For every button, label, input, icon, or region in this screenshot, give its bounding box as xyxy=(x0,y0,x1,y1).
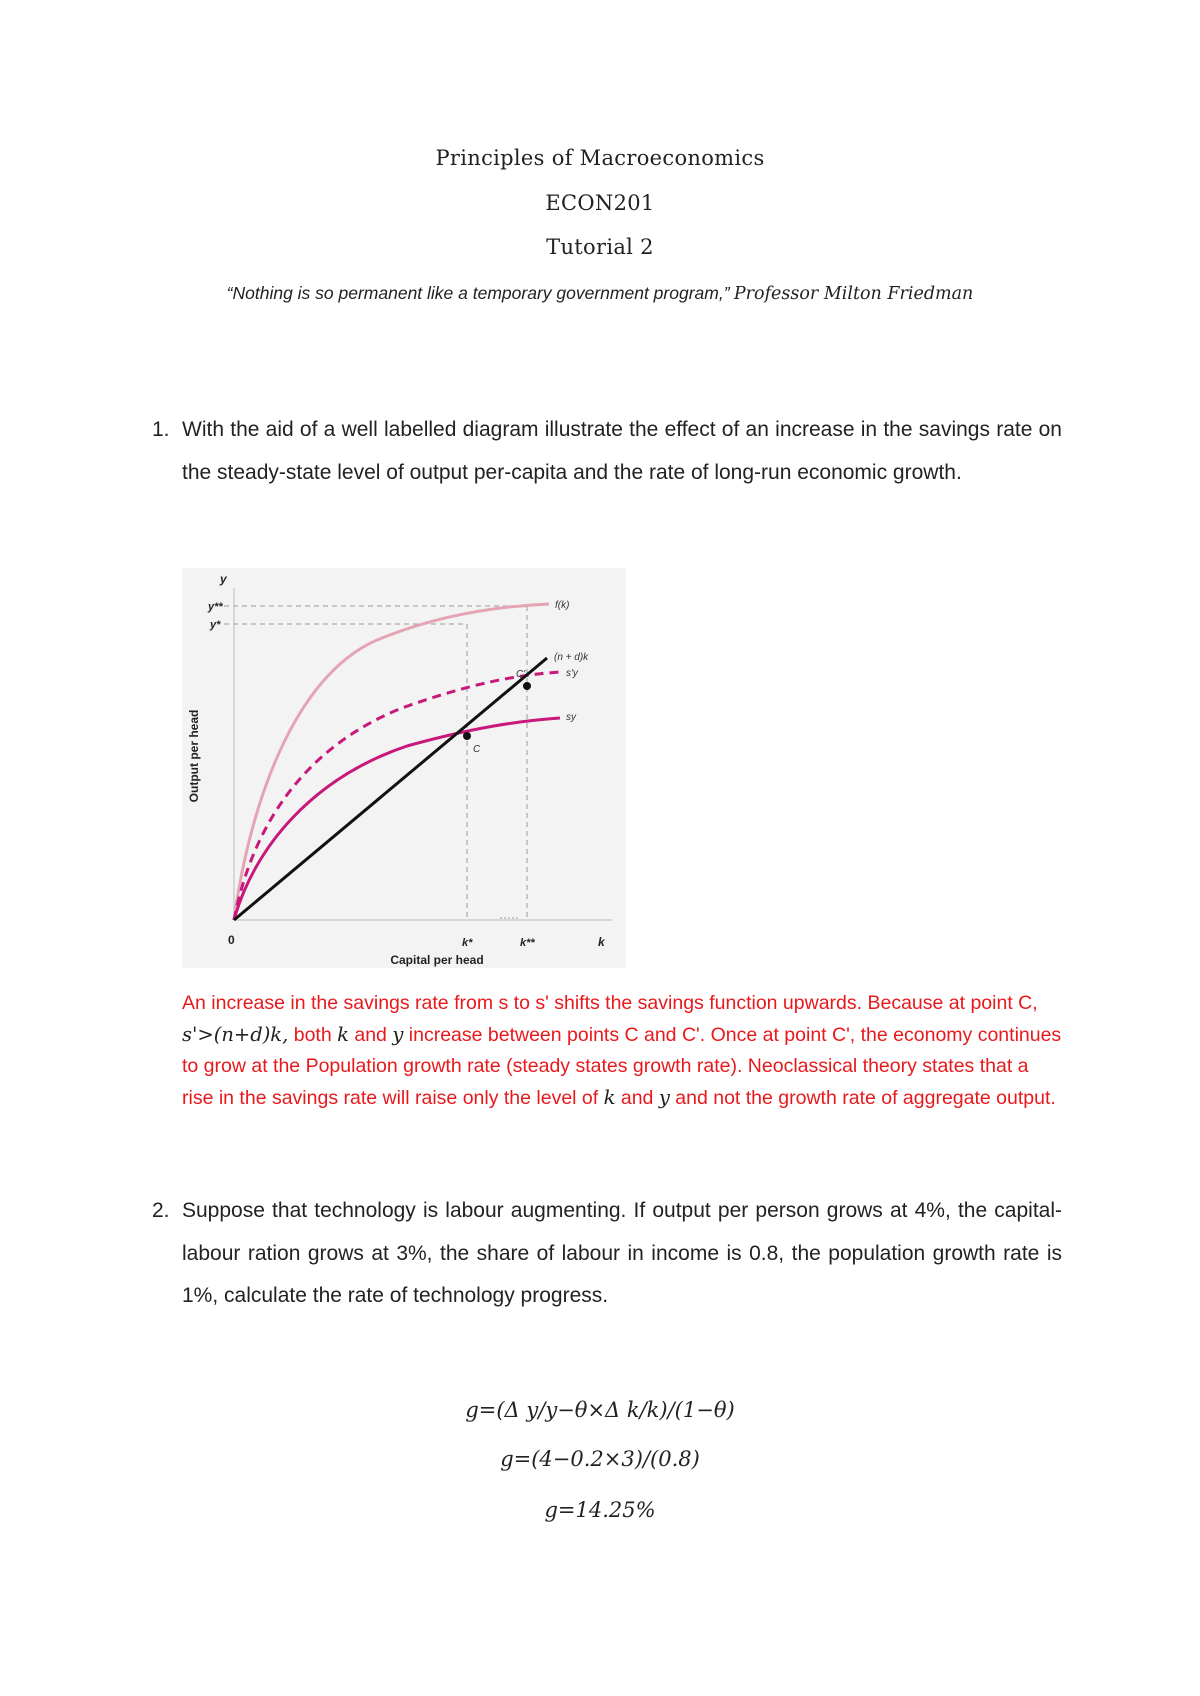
ystarstar-label: y** xyxy=(208,601,223,613)
y-axis-title: Output per head xyxy=(187,709,201,803)
point-c-marker xyxy=(463,732,471,740)
diagram-svg xyxy=(182,568,626,968)
sprime-label: s'y xyxy=(566,668,578,679)
fk-curve xyxy=(234,604,549,920)
answer-1-k2: k xyxy=(603,1086,616,1109)
question-1-number: 1. xyxy=(152,418,170,441)
question-2-number: 2. xyxy=(152,1199,170,1222)
question-1 xyxy=(152,409,1062,494)
kstar-label: k* xyxy=(462,937,473,949)
origin-label: 0 xyxy=(228,933,235,947)
k-axis-label: k xyxy=(598,935,605,949)
y-axis-label: y xyxy=(220,572,227,586)
fk-label: f(k) xyxy=(555,600,570,611)
x-axis-title: Capital per head xyxy=(390,953,484,967)
sy-label: sy xyxy=(566,712,576,723)
answer-1-part4: increase between points C and C'. Once at point C', the economy continues to grow at the Population growth rate (steady states growth rate). Neoclassical theory states that a rise in the savings rate will raise only the level of xyxy=(182,1024,1062,1109)
question-2 xyxy=(152,1190,1062,1318)
question-1-text: With the aid of a well labelled diagram illustrate the effect of an increase in the savings rate on the steady-state level of output per-capita and the rate of long-run economic growth. xyxy=(182,418,1062,484)
answer-1-part2: both xyxy=(288,1024,338,1046)
kstarstar-label: k** xyxy=(520,937,535,949)
point-cprime-marker xyxy=(523,682,531,690)
answer-1 xyxy=(182,988,1062,1114)
question-2-text: Suppose that technology is labour augmenting. If output per person grows at 4%, the capital-labour ration grows at 3%, the share of labour in income is 0.8, the population growth rate is 1%, calculate the rate of technology progress. xyxy=(182,1199,1062,1307)
point-c-label: C xyxy=(473,744,481,755)
ystar-label: y* xyxy=(210,619,221,631)
answer-1-part1: An increase in the savings rate from s to s' shifts the savings function upwards. Because at point C, xyxy=(182,992,1038,1014)
answer-1-math: s'>(n+d)k, xyxy=(182,1023,289,1046)
sprime-y-curve xyxy=(234,672,560,920)
answer-1-y: y xyxy=(392,1023,404,1046)
sy-curve xyxy=(234,718,560,920)
tutorial-number: Tutorial 2 xyxy=(546,235,654,259)
quote-author: Professor Milton Friedman xyxy=(733,284,974,304)
answer-1-part3: and xyxy=(348,1024,393,1046)
equation-substitution: g=(4−0.2×3)/(0.8) xyxy=(500,1447,700,1471)
answer-1-y2: y xyxy=(658,1086,670,1109)
quote-text: “Nothing is so permanent like a temporary government program,” xyxy=(226,283,730,303)
course-code: ECON201 xyxy=(545,191,655,215)
answer-1-k: k xyxy=(337,1023,349,1046)
depreciation-line xyxy=(234,658,547,920)
answer-1-part6: and not the growth rate of aggregate output. xyxy=(669,1087,1056,1109)
equation-result: g=14.25% xyxy=(544,1498,656,1522)
quote-line xyxy=(0,283,1200,304)
answer-1-part5: and xyxy=(615,1087,659,1109)
line-label: (n + d)k xyxy=(554,652,589,663)
solow-growth-diagram xyxy=(182,568,626,968)
equation-formula: g=(Δ y/y−θ×Δ k/k)/(1−θ) xyxy=(465,1398,735,1422)
point-cprime-label: C' xyxy=(516,669,526,680)
course-title: Principles of Macroeconomics xyxy=(435,146,765,170)
